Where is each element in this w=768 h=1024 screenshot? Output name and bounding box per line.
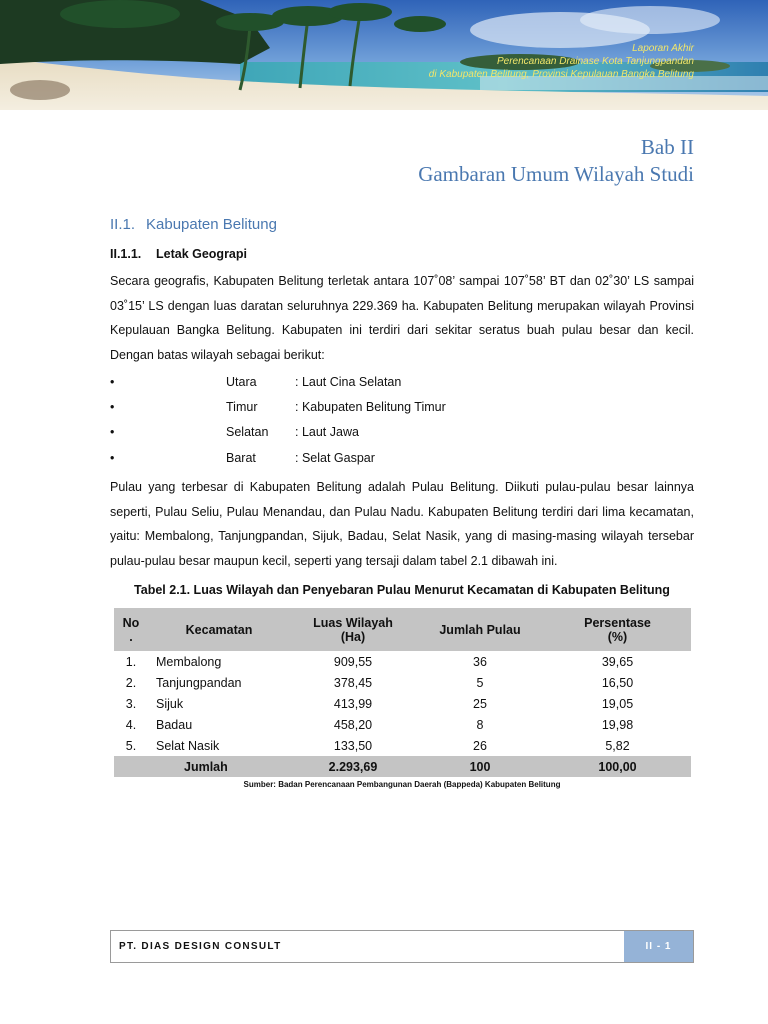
subsection-title: Letak Geograpi [156,247,247,261]
chapter-heading [418,134,694,187]
header-luas: Luas Wilayah (Ha) [290,608,416,651]
paragraph-islands: Pulau yang terbesar di Kabupaten Belitung adalah Pulau Belitung. Diikuti pulau-pulau besar lainnya seperti, Pulau Seliu, Pulau Menandau, dan Pulau Nadu. Kabupaten Belitung terdiri dari lima kecamatan, yaitu: Membalong, Tanjungpandan, Sijuk, Badau, Selat Nasik, yang di masing-masing wilayah tersebar pulau-pulau besar maupun kecil, seperti yang tersaji dalam tabel 2.1 dibawah ini. [110,480,694,568]
header-kecamatan: Kecamatan [148,608,290,651]
list-item [110,375,694,400]
bullet: • [110,425,115,440]
cell-pulau: 26 [473,738,487,753]
boundary-direction: Selatan [226,425,269,440]
paragraph-geography: Secara geografis, Kabupaten Belitung terletak antara 107˚08’ sampai 107˚58’ BT dan 02˚30’ LS sampai 03˚15’ LS dengan luas daratan seluruhnya 229.369 ha. Kabupaten Belitung merupakan wilayah Provinsi Kepulauan Bangka Belitung. Kabupaten ini terdiri dari sekitar seratus buah pulau besar dan kecil. Dengan batas wilayah sebagai berikut: [110,274,694,362]
bullet: • [110,450,115,465]
report-header-text [429,42,694,81]
cell-kecamatan: Membalong [156,654,222,669]
boundary-direction: Timur [226,400,258,415]
district-area-table [114,608,691,777]
table-total-row [114,756,691,777]
cell-total-luas: 2.293,69 [290,756,416,777]
boundary-value: : Laut Jawa [295,425,359,440]
list-item [110,451,694,476]
cell-luas: 133,50 [333,738,373,753]
company-name: PT. DIAS DESIGN CONSULT [119,941,282,952]
cell-no: 5. [125,738,137,753]
cell-no: 1. [125,654,137,669]
cell-kecamatan: Tanjungpandan [156,675,242,690]
page-number: II - 1 [624,931,693,962]
cell-total-label: Jumlah [148,756,290,777]
list-item [110,400,694,425]
header-no: No . [114,608,148,651]
boundary-list [110,375,694,476]
cell-luas: 413,99 [333,696,373,711]
chapter-number: Bab II [640,135,694,159]
cell-luas: 458,20 [333,717,373,732]
cell-pulau: 36 [473,654,487,669]
boundary-value: : Kabupaten Belitung Timur [295,400,446,415]
cell-pulau: 5 [476,675,484,690]
list-item [110,425,694,450]
table-row [114,735,691,756]
cell-total-persen: 100,00 [544,756,691,777]
table-source: Sumber: Badan Perencanaan Pembangunan Daerah (Bappeda) Kabupaten Belitung [243,780,561,789]
section-heading [110,216,694,233]
table-caption: Tabel 2.1. Luas Wilayah dan Penyebaran Pulau Menurut Kecamatan di Kabupaten Belitung [134,583,670,597]
cell-no: 4. [125,717,137,732]
cell-persen: 19,98 [601,717,634,732]
page-footer [110,930,694,963]
table-row [114,693,691,714]
table-header-row [114,608,691,651]
header-persentase: Persentase (%) [544,608,691,651]
cell-no: 3. [125,696,137,711]
cell-pulau: 25 [473,696,487,711]
subsection-heading [110,247,694,261]
boundary-value: : Selat Gaspar [295,450,375,465]
cell-total-pulau: 100 [416,756,544,777]
cell-persen: 5,82 [605,738,630,753]
bullet: • [110,400,115,415]
cell-kecamatan: Badau [156,717,193,732]
boundary-value: : Laut Cina Selatan [295,375,402,389]
cell-kecamatan: Sijuk [156,696,184,711]
bullet: • [110,375,115,389]
header-jumlah-pulau: Jumlah Pulau [416,608,544,651]
project-location: di Kabupaten Belitung, Provinsi Kepulauan Bangka Belitung [428,69,694,80]
project-title: Perencanaan Drainase Kota Tanjungpandan [496,56,694,67]
cell-no: 2. [125,675,137,690]
table-row [114,672,691,693]
cell-kecamatan: Selat Nasik [156,738,220,753]
section-number: II.1. [110,216,136,233]
cell-persen: 39,65 [601,654,634,669]
boundary-direction: Barat [226,450,256,465]
cell-empty [114,756,148,777]
report-type: Laporan Akhir [632,43,694,54]
table-row [114,651,691,672]
section-title: Kabupaten Belitung [146,216,277,233]
cell-persen: 19,05 [601,696,634,711]
table-row [114,714,691,735]
chapter-title: Gambaran Umum Wilayah Studi [418,162,694,186]
boundary-direction: Utara [226,375,257,389]
cell-pulau: 8 [476,717,484,732]
cell-luas: 909,55 [333,654,373,669]
cell-luas: 378,45 [333,675,373,690]
subsection-number: II.1.1. [110,247,142,261]
cell-persen: 16,50 [601,675,634,690]
